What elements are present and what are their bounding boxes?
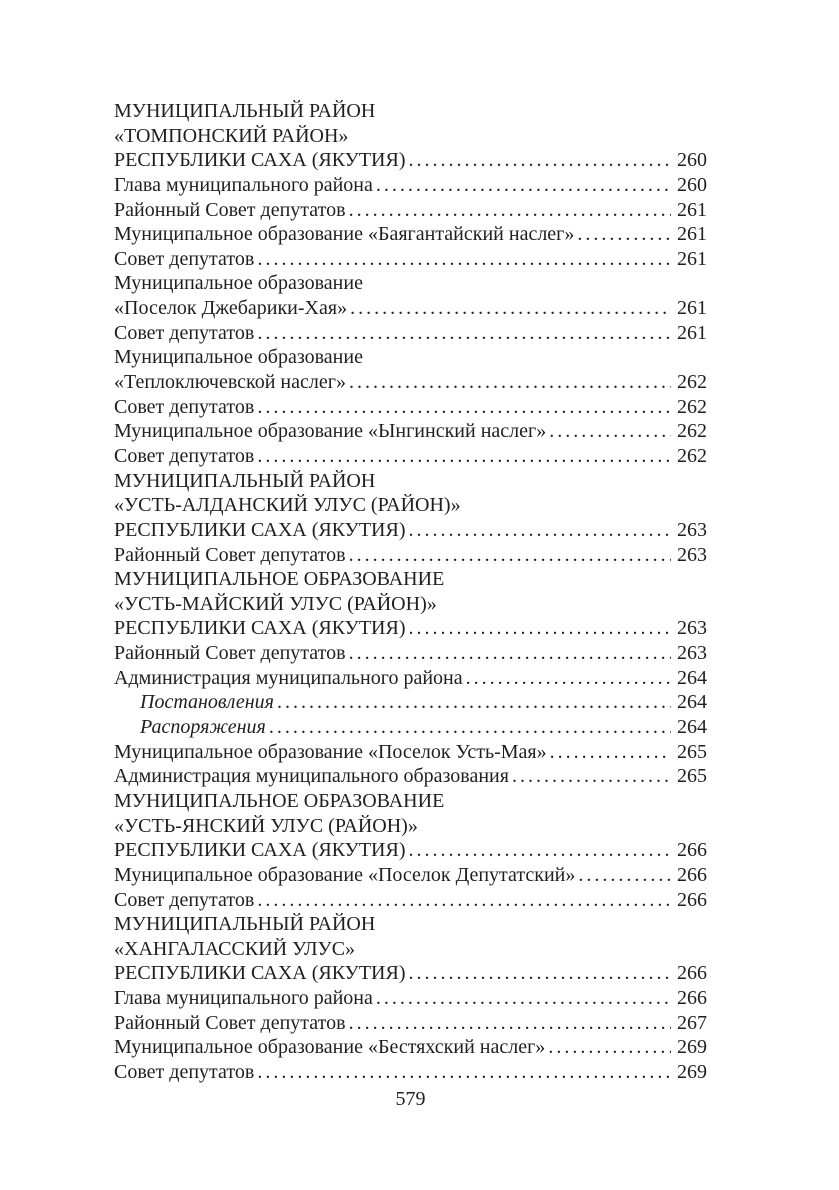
dot-leader <box>257 321 671 346</box>
dot-leader <box>550 740 671 765</box>
toc-entry <box>114 419 707 444</box>
toc-entry-page-number: 266 <box>677 863 707 886</box>
dot-leader <box>409 616 672 641</box>
toc-entry-label: «Поселок Джебарики-Хая» <box>114 297 348 320</box>
toc-entry-page-number: 262 <box>677 420 707 443</box>
dot-leader <box>409 838 672 863</box>
toc-entry <box>114 592 707 617</box>
toc-entry <box>114 789 707 814</box>
dot-leader <box>549 419 671 444</box>
toc-entry <box>114 321 707 346</box>
toc-entry-label: Совет депутатов <box>114 444 255 467</box>
dot-leader <box>269 715 671 740</box>
toc-entry-page-number: 262 <box>677 371 707 394</box>
toc-entry-page-number: 261 <box>677 297 707 320</box>
toc-entry-label: Муниципальное образование «Поселок Депутатский» <box>114 863 576 886</box>
toc-entry-page-number: 266 <box>677 987 707 1010</box>
toc-entry <box>114 715 707 740</box>
toc-entry <box>114 961 707 986</box>
toc-entry <box>114 395 707 420</box>
toc-entry <box>114 567 707 592</box>
toc-entry-label: Совет депутатов <box>114 395 255 418</box>
toc-entry-label: Муниципальное образование «Бестяхский наслег» <box>114 1036 546 1059</box>
dot-leader <box>257 1060 671 1085</box>
toc-entry <box>114 345 707 370</box>
dot-leader <box>349 543 671 568</box>
toc-entry-label: «УСТЬ-МАЙСКИЙ УЛУС (РАЙОН)» <box>114 592 437 615</box>
toc-entry-label: Районный Совет депутатов <box>114 543 346 566</box>
toc-entry-page-number: 260 <box>677 173 707 196</box>
toc-list <box>114 99 707 1085</box>
toc-entry <box>114 814 707 839</box>
toc-entry-label: Совет депутатов <box>114 321 255 344</box>
toc-entry-page-number: 261 <box>677 223 707 246</box>
toc-entry-label: РЕСПУБЛИКИ САХА (ЯКУТИЯ) <box>114 149 406 172</box>
toc-entry-label: Муниципальное образование <box>114 272 363 295</box>
toc-entry <box>114 469 707 494</box>
toc-entry-label: Администрация муниципального района <box>114 666 463 689</box>
toc-entry <box>114 641 707 666</box>
toc-entry-page-number: 266 <box>677 839 707 862</box>
toc-entry <box>114 666 707 691</box>
toc-entry-page-number: 262 <box>677 444 707 467</box>
toc-entry <box>114 690 707 715</box>
toc-entry <box>114 912 707 937</box>
toc-entry-page-number: 266 <box>677 888 707 911</box>
dot-leader <box>349 370 671 395</box>
toc-entry <box>114 148 707 173</box>
toc-entry <box>114 1060 707 1085</box>
toc-entry-page-number: 266 <box>677 962 707 985</box>
toc-entry <box>114 937 707 962</box>
toc-entry <box>114 247 707 272</box>
toc-entry-label: Районный Совет депутатов <box>114 198 346 221</box>
toc-entry <box>114 518 707 543</box>
toc-entry <box>114 99 707 124</box>
toc-entry <box>114 222 707 247</box>
toc-entry-label: Муниципальное образование «Ынгинский наслег» <box>114 420 547 443</box>
dot-leader <box>257 395 671 420</box>
dot-leader <box>409 148 672 173</box>
toc-entry-page-number: 265 <box>677 765 707 788</box>
toc-entry-label: Районный Совет депутатов <box>114 642 346 665</box>
toc-entry-label: «УСТЬ-ЯНСКИЙ УЛУС (РАЙОН)» <box>114 814 418 837</box>
dot-leader <box>257 247 671 272</box>
toc-entry-page-number: 263 <box>677 617 707 640</box>
folio-page-number: 579 <box>395 1088 426 1110</box>
toc-entry-label: Совет депутатов <box>114 1060 255 1083</box>
toc-entry <box>114 616 707 641</box>
dot-leader <box>409 961 672 986</box>
toc-entry <box>114 493 707 518</box>
toc-entry-page-number: 267 <box>677 1011 707 1034</box>
dot-leader <box>257 888 671 913</box>
toc-entry-label: МУНИЦИПАЛЬНЫЙ РАЙОН <box>114 913 376 936</box>
toc-entry-page-number: 264 <box>677 666 707 689</box>
toc-entry-label: Муниципальное образование «Поселок Усть-Мая» <box>114 740 547 763</box>
toc-entry-page-number: 263 <box>677 642 707 665</box>
dot-leader <box>512 764 671 789</box>
toc-entry-page-number: 264 <box>677 691 707 714</box>
toc-entry-label: РЕСПУБЛИКИ САХА (ЯКУТИЯ) <box>114 518 406 541</box>
toc-entry-label: Районный Совет депутатов <box>114 1011 346 1034</box>
toc-entry-label: МУНИЦИПАЛЬНОЕ ОБРАЗОВАНИЕ <box>114 789 445 812</box>
toc-entry <box>114 740 707 765</box>
toc-entry-label: МУНИЦИПАЛЬНЫЙ РАЙОН <box>114 100 376 122</box>
toc-entry-page-number: 261 <box>677 198 707 221</box>
dot-leader <box>350 296 671 321</box>
dot-leader <box>376 986 671 1011</box>
toc-entry <box>114 124 707 149</box>
dot-leader <box>277 690 671 715</box>
toc-entry-label: МУНИЦИПАЛЬНОЕ ОБРАЗОВАНИЕ <box>114 568 445 591</box>
dot-leader <box>577 222 671 247</box>
toc-entry-label: РЕСПУБЛИКИ САХА (ЯКУТИЯ) <box>114 839 406 862</box>
toc-entry-label: «Теплоключевской наслег» <box>114 371 346 394</box>
toc-entry-page-number: 265 <box>677 740 707 763</box>
toc-entry-label: Глава муниципального района <box>114 987 373 1010</box>
toc-entry-page-number: 261 <box>677 247 707 270</box>
toc-entry-label: «УСТЬ-АЛДАНСКИЙ УЛУС (РАЙОН)» <box>114 494 461 517</box>
dot-leader <box>548 1035 671 1060</box>
toc-entry <box>114 198 707 223</box>
dot-leader <box>578 863 671 888</box>
toc-entry-label: Постановления <box>140 691 274 714</box>
toc-entry-label: Распоряжения <box>140 716 266 739</box>
dot-leader <box>349 641 671 666</box>
toc-entry-label: МУНИЦИПАЛЬНЫЙ РАЙОН <box>114 469 376 492</box>
toc-entry-label: РЕСПУБЛИКИ САХА (ЯКУТИЯ) <box>114 617 406 640</box>
dot-leader <box>349 198 671 223</box>
toc-entry-page-number: 263 <box>677 518 707 541</box>
toc-entry-label: РЕСПУБЛИКИ САХА (ЯКУТИЯ) <box>114 962 406 985</box>
toc-entry <box>114 173 707 198</box>
dot-leader <box>409 518 672 543</box>
toc-entry-label: Совет депутатов <box>114 247 255 270</box>
toc-entry-page-number: 269 <box>677 1060 707 1083</box>
dot-leader <box>376 173 671 198</box>
toc-entry-label: «ХАНГАЛАССКИЙ УЛУС» <box>114 937 356 960</box>
toc-entry-label: Муниципальное образование <box>114 346 363 369</box>
toc-entry <box>114 444 707 469</box>
toc-entry-label: «ТОМПОНСКИЙ РАЙОН» <box>114 124 349 147</box>
toc-entry-page-number: 264 <box>677 716 707 739</box>
toc-entry <box>114 888 707 913</box>
toc-entry <box>114 1011 707 1036</box>
toc-entry <box>114 838 707 863</box>
toc-entry <box>114 543 707 568</box>
toc-entry-page-number: 269 <box>677 1036 707 1059</box>
toc-entry <box>114 296 707 321</box>
toc-entry <box>114 986 707 1011</box>
dot-leader <box>257 444 671 469</box>
toc-entry-page-number: 261 <box>677 321 707 344</box>
toc-entry-page-number: 260 <box>677 149 707 172</box>
dot-leader <box>349 1011 671 1036</box>
toc-entry <box>114 863 707 888</box>
toc-entry <box>114 764 707 789</box>
toc-entry-page-number: 262 <box>677 395 707 418</box>
dot-leader <box>466 666 671 691</box>
toc-entry <box>114 1035 707 1060</box>
toc-entry-label: Совет депутатов <box>114 888 255 911</box>
toc-entry <box>114 271 707 296</box>
toc-entry-label: Муниципальное образование «Баягантайский наслег» <box>114 223 575 246</box>
toc-entry <box>114 370 707 395</box>
toc-entry-label: Администрация муниципального образования <box>114 765 509 788</box>
toc-entry-page-number: 263 <box>677 543 707 566</box>
toc-entry-label: Глава муниципального района <box>114 173 373 196</box>
